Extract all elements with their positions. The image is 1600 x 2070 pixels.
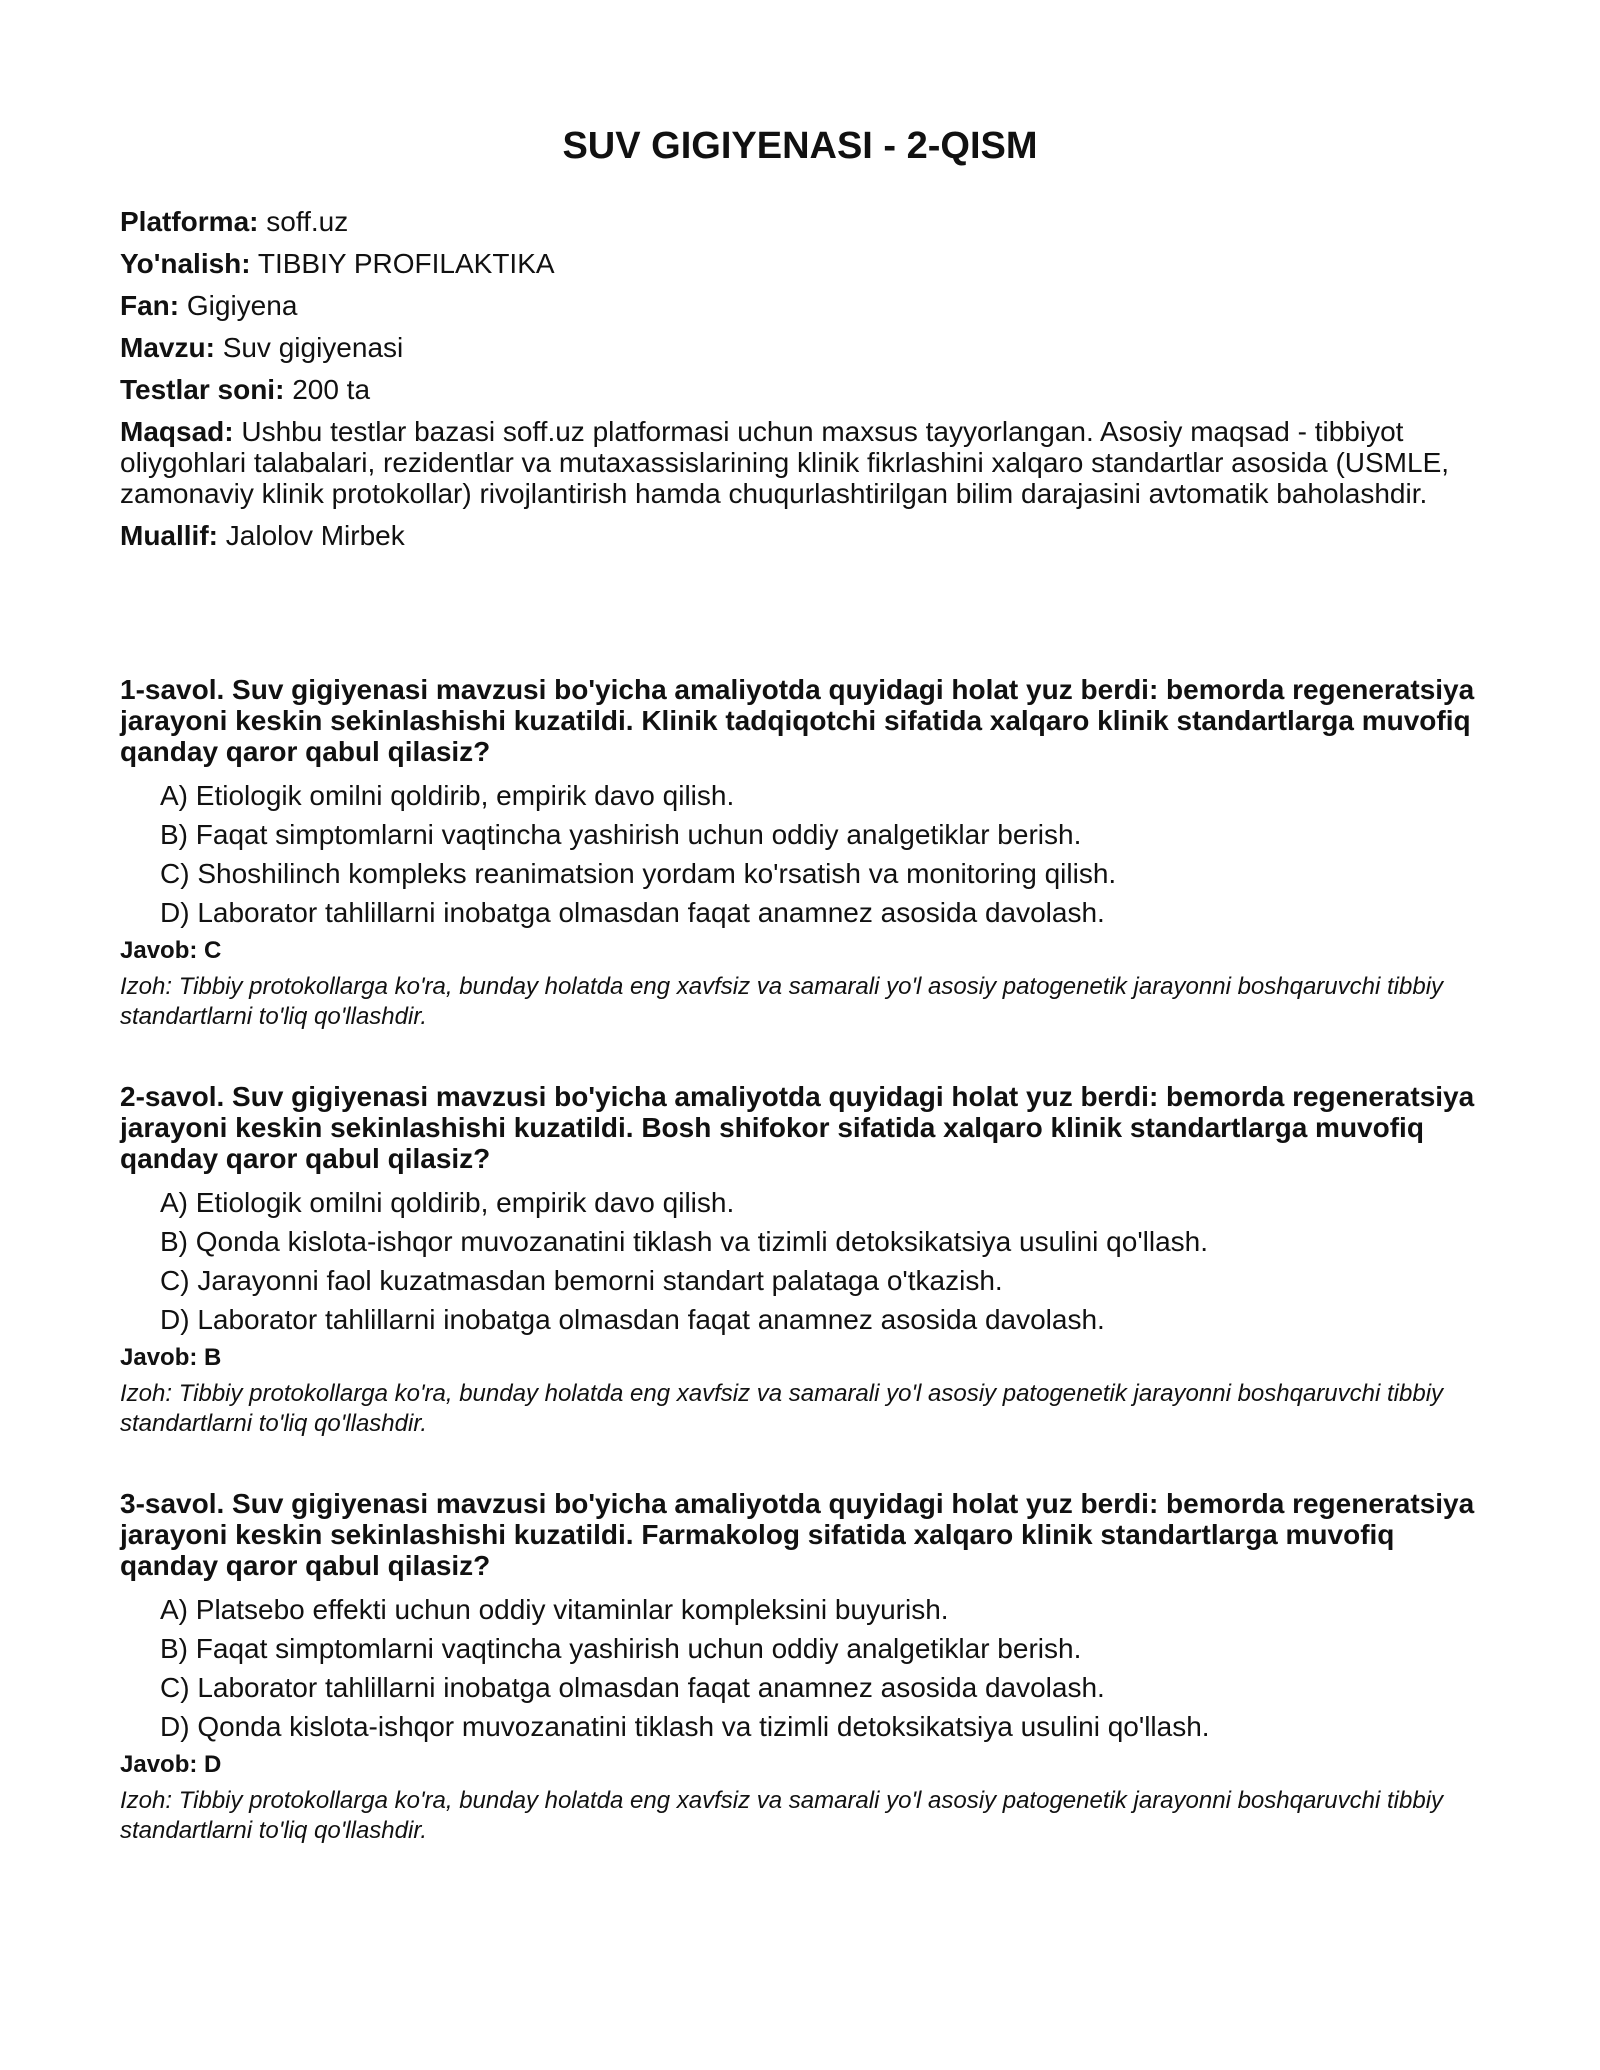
meta-purpose: [120, 416, 1480, 509]
meta-value: TIBBIY PROFILAKTIKA: [257, 248, 555, 279]
option-c: C) Laborator tahlillarni inobatga olmasdan faqat anamnez asosida davolash.: [160, 1672, 1105, 1703]
option-a: A) Etiologik omilni qoldirib, empirik davo qilish.: [160, 1187, 735, 1218]
meta-value: Gigiyena: [186, 290, 298, 321]
meta-direction: [120, 248, 1480, 279]
meta-label: Testlar soni:: [120, 374, 285, 405]
meta-label: Yo'nalish:: [120, 248, 251, 279]
meta-value: Jalolov Mirbek: [225, 520, 405, 551]
question-1: [120, 674, 1480, 1032]
question-3: [120, 1488, 1480, 1846]
meta-label: Mavzu:: [120, 332, 215, 363]
explanation-note: Izoh: Tibbiy protokollarga ko'ra, bunday holatda eng xavfsiz va samarali yo'l asosiy patogenetik jarayonni boshqaruvchi tibbiy standartlarni to'liq qo'llashdir.: [120, 1380, 1444, 1437]
answer-label: Javob: B: [120, 1344, 222, 1371]
document-title: SUV GIGIYENASI - 2-QISM: [562, 125, 1038, 167]
option-c: C) Shoshilinch kompleks reanimatsion yordam ko'rsatish va monitoring qilish.: [160, 858, 1117, 889]
meta-label: Maqsad:: [120, 416, 234, 447]
explanation-note: Izoh: Tibbiy protokollarga ko'ra, bunday holatda eng xavfsiz va samarali yo'l asosiy patogenetik jarayonni boshqaruvchi tibbiy standartlarni to'liq qo'llashdir.: [120, 1787, 1444, 1844]
meta-label: Platforma:: [120, 206, 259, 237]
option-b: B) Qonda kislota-ishqor muvozanatini tiklash va tizimli detoksikatsiya usulini qo'llash.: [160, 1226, 1209, 1257]
option-d: D) Qonda kislota-ishqor muvozanatini tiklash va tizimli detoksikatsiya usulini qo'llash.: [160, 1711, 1210, 1742]
question-list: [120, 674, 1480, 1895]
option-d: D) Laborator tahlillarni inobatga olmasdan faqat anamnez asosida davolash.: [160, 897, 1105, 928]
meta-value: Ushbu testlar bazasi soff.uz platformasi uchun maxsus tayyorlangan. Asosiy maqsad - tibbiyot oliygohlari talabalari, rezidentlar va mutaxassislarining klinik fikrlashini xalqaro standartlar asosida (USMLE, zamonaviy klinik protokollar) rivojlantirish hamda chuqurlashtirilgan bilim darajasini avtomatik baholashdir.: [120, 416, 1450, 509]
explanation-note: Izoh: Tibbiy protokollarga ko'ra, bunday holatda eng xavfsiz va samarali yo'l asosiy patogenetik jarayonni boshqaruvchi tibbiy standartlarni to'liq qo'llashdir.: [120, 973, 1444, 1030]
question-2: [120, 1081, 1480, 1439]
meta-value: 200 ta: [292, 374, 371, 405]
option-c: C) Jarayonni faol kuzatmasdan bemorni standart palataga o'tkazish.: [160, 1265, 1003, 1296]
meta-test-count: [120, 374, 1480, 405]
question-text: 2-savol. Suv gigiyenasi mavzusi bo'yicha amaliyotda quyidagi holat yuz berdi: bemorda regeneratsiya jarayoni keskin sekinlashishi kuzatildi. Bosh shifokor sifatida xalqaro klinik standartlarga muvofiq qanday qaror qabul qilasiz?: [120, 1081, 1475, 1174]
meta-author: [120, 520, 1480, 551]
meta-section: [120, 206, 1480, 562]
meta-value: Suv gigiyenasi: [222, 332, 404, 363]
meta-subject: [120, 290, 1480, 321]
meta-label: Fan:: [120, 290, 180, 321]
meta-value: soff.uz: [266, 206, 349, 237]
answer-label: Javob: D: [120, 1751, 222, 1778]
meta-platform: [120, 206, 1480, 237]
option-b: B) Faqat simptomlarni vaqtincha yashirish uchun oddiy analgetiklar berish.: [160, 819, 1082, 850]
option-d: D) Laborator tahlillarni inobatga olmasdan faqat anamnez asosida davolash.: [160, 1304, 1105, 1335]
question-text: 1-savol. Suv gigiyenasi mavzusi bo'yicha amaliyotda quyidagi holat yuz berdi: bemorda regeneratsiya jarayoni keskin sekinlashishi kuzatildi. Klinik tadqiqotchi sifatida xalqaro klinik standartlarga muvofiq qanday qaror qabul qilasiz?: [120, 674, 1475, 767]
option-a: A) Platsebo effekti uchun oddiy vitaminlar kompleksini buyurish.: [160, 1594, 949, 1625]
answer-label: Javob: C: [120, 937, 222, 964]
meta-label: Muallif:: [120, 520, 218, 551]
option-a: A) Etiologik omilni qoldirib, empirik davo qilish.: [160, 780, 735, 811]
question-text: 3-savol. Suv gigiyenasi mavzusi bo'yicha amaliyotda quyidagi holat yuz berdi: bemorda regeneratsiya jarayoni keskin sekinlashishi kuzatildi. Farmakolog sifatida xalqaro klinik standartlarga muvofiq qanday qaror qabul qilasiz?: [120, 1488, 1475, 1581]
option-b: B) Faqat simptomlarni vaqtincha yashirish uchun oddiy analgetiklar berish.: [160, 1633, 1082, 1664]
meta-topic: [120, 332, 1480, 363]
